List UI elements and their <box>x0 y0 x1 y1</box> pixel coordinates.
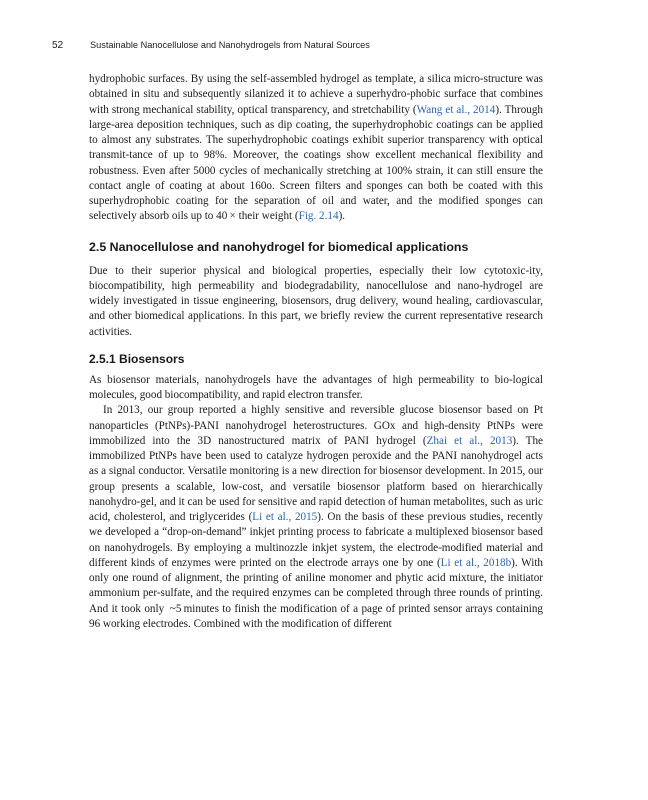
paragraph-biomedical-intro: Due to their superior physical and biological properties, especially their low cytotoxic-ity, biocompatibility, high permeability and biodegradability, nanocellulose and nano-hydrogel are widely investigated in tissue engineering, biosensors, drug delivery, wound healing, cardiovascular, and other biomedical applications. In this part, we briefly review the current representative research activities. <box>89 264 543 338</box>
section-heading-2-5: 2.5 Nanocellulose and nanohydrogel for biomedical applications <box>89 239 469 254</box>
text-run: hydrophobic surfaces. By using the self-assembled hydrogel as template, a silica micro-structure was obtained in situ and subsequently silanized it to achieve a superhydro-phobic surface that combines with strong mechanical stability, optical transparency, and stretchability ( <box>89 73 543 116</box>
paragraph-biosensor-research <box>89 403 543 632</box>
running-title: Sustainable Nanocellulose and Nanohydrogels from Natural Sources <box>90 40 370 50</box>
text-run: In 2013, our group reported a highly sensitive and reversible glucose biosensor based on Pt nanoparticles (PtNPs)-PANI nanohydrogel heterostructures. GOx and high-density PtNPs were immobilized into the 3D nanostructured matrix of PANI hydrogel ( <box>89 404 543 447</box>
page-number: 52 <box>52 40 64 51</box>
running-header <box>52 40 600 51</box>
subsection-heading-2-5-1: 2.5.1 Biosensors <box>89 351 185 366</box>
citation-wang-2014[interactable]: Wang et al., 2014 <box>416 103 496 116</box>
text-run: ). <box>338 210 346 223</box>
text-run: ). On the basis of these previous studies, recently we developed a “drop-on-demand” inkjet printing process to fabricate a multiplexed biosensor based on nanohydrogels. By employing a multinozzle inkjet system, the electrode-modified material and different kinds of enzymes were printed on the electrode arrays one by one ( <box>89 511 543 569</box>
citation-zhai-2013[interactable]: Zhai et al., 2013 <box>426 434 513 447</box>
paragraph-superhydrophobic <box>89 72 543 225</box>
citation-li-2015[interactable]: Li et al., 2015 <box>252 511 318 523</box>
text-run: ). The immobilized PtNPs have been used to catalyze hydrogen peroxide and the PANI nanohydrogel acts as a signal conductor. Versatile monitoring is a new direction for biosensor development. In 2015, our group presents a scalable, low-cost, and versatile biosensor platform based on hierarchically nanohydro-gel, and it can be used for sensitive and rapid detection of human metabolites, such as uric acid, cholesterol, and triglycerides ( <box>89 434 543 523</box>
text-run: ). With only one round of alignment, the printing of aniline monomer and phytic acid mixture, the initiator ammonium per-sulfate, and the required enzymes can be completed through three rounds of printing. And it took only ~5 minutes to finish the modification of a page of printed sensor arrays containing 96 working electrodes. Combined with the modification of different <box>89 556 543 630</box>
page-body <box>89 72 543 632</box>
paragraph-biosensor-intro: As biosensor materials, nanohydrogels have the advantages of high permeability to bio-logical molecules, good biocompatibility, and rapid electron transfer. <box>89 373 543 401</box>
citation-li-2018b[interactable]: Li et al., 2018b <box>440 556 512 569</box>
figure-link-2-14[interactable]: Fig. 2.14 <box>298 210 339 223</box>
text-run: ). Through large-area deposition techniques, such as dip coating, the superhydrophobic coatings can be applied to almost any substrates. The superhydrophobic coatings exhibit superior transparency with optical transmit-tance of up to 98%. Moreover, the coatings show excellent mechanical flexibility and robustness. Even after 5000 cycles of mechanically stretching at 100% strain, it can still ensure the contact angle of coating at about 160ο. Screen filters and sponges can both be coated with this superhydrophobic coating for the separation of oil and water, and the modified sponges can selectively absorb oils up to 40 × their weight ( <box>89 103 543 223</box>
